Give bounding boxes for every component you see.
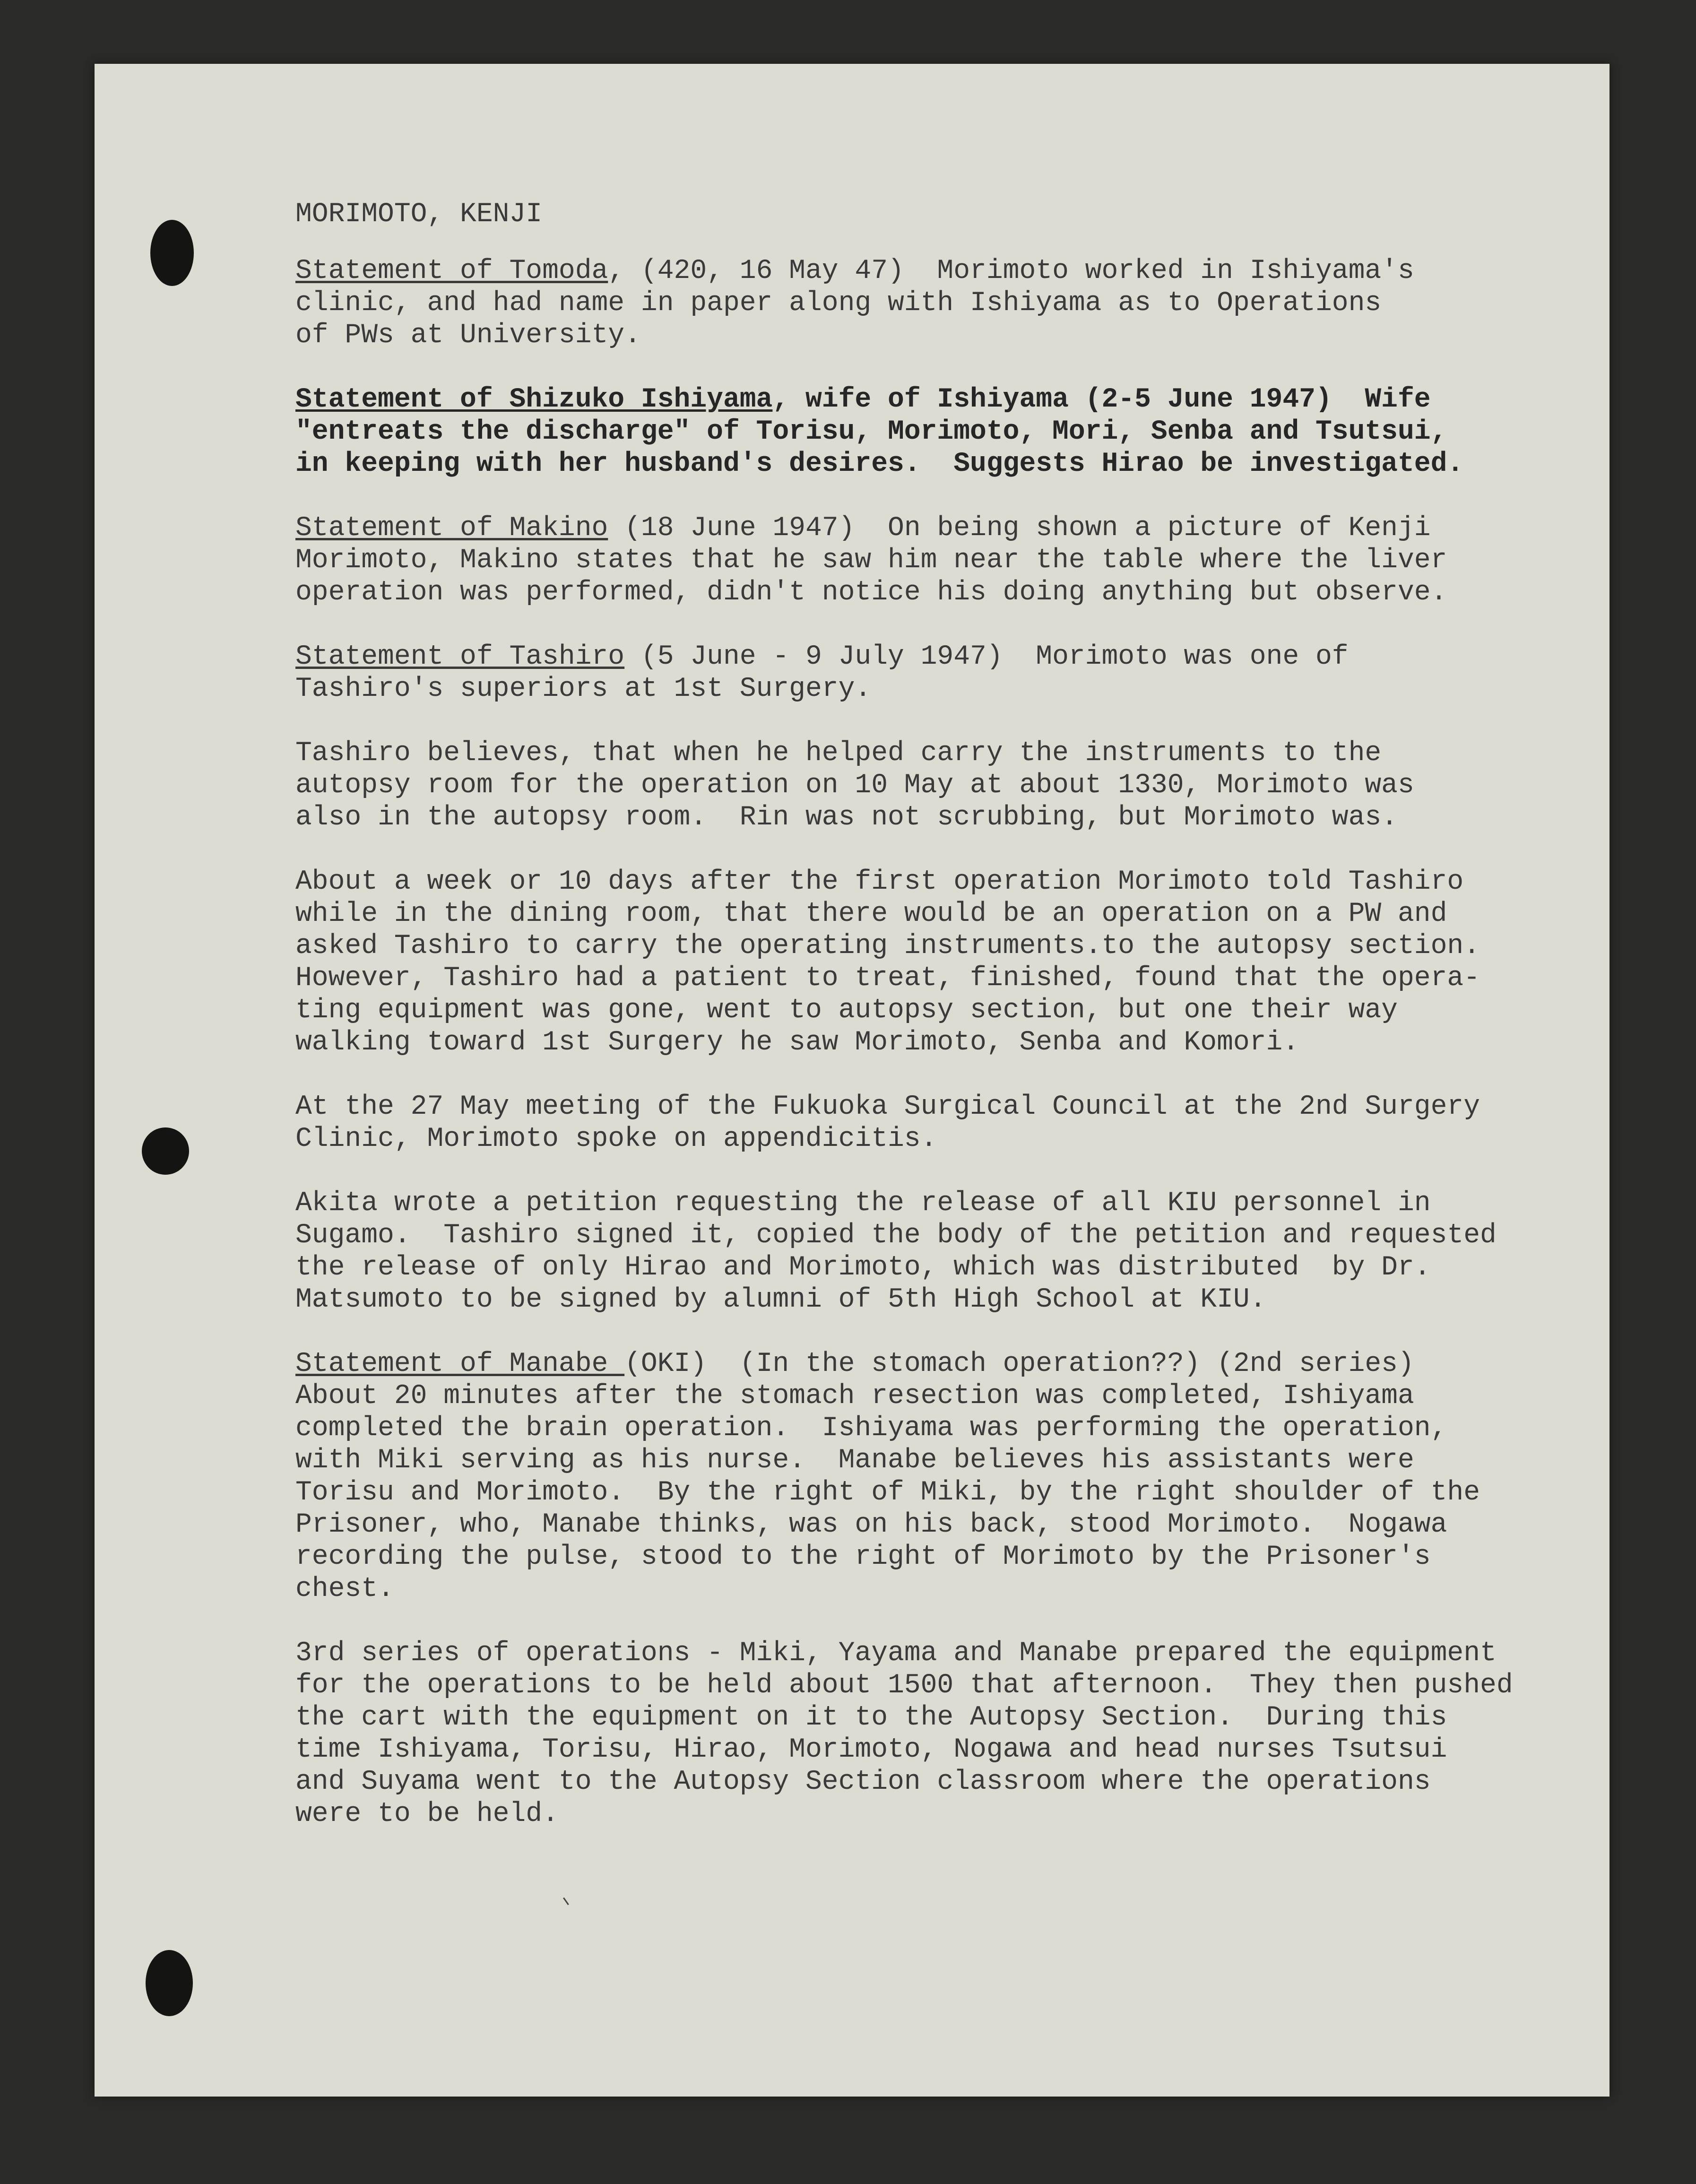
line-text: Morimoto, Makino states that he saw him near the table where the liver [295, 545, 1447, 576]
line-text: ting equipment was gone, went to autopsy section, but one their way [295, 995, 1398, 1026]
paragraph-line [295, 673, 1600, 705]
paragraph-line [295, 1670, 1600, 1702]
line-text: About 20 minutes after the stomach resection was completed, Ishiyama [295, 1381, 1414, 1412]
line-text: At the 27 May meeting of the Fukuoka Surgical Council at the 2nd Surgery [295, 1092, 1480, 1122]
line-text: completed the brain operation. Ishiyama was performing the operation, [295, 1413, 1447, 1444]
punch-hole-middle [142, 1127, 189, 1175]
paragraph-line [295, 1766, 1600, 1798]
line-text: "entreats the discharge" of Torisu, Morimoto, Mori, Senba and Tsutsui, [295, 416, 1447, 447]
paragraph-line [295, 1798, 1600, 1830]
paragraph-line [295, 1573, 1600, 1605]
line-text: the cart with the equipment on it to the Autopsy Section. During this [295, 1702, 1447, 1733]
punch-hole-top [150, 220, 194, 286]
paragraph-line [295, 320, 1600, 352]
paragraph-line [295, 1413, 1600, 1445]
statement-label: Statement of Tashiro [295, 641, 625, 672]
paragraph-line [295, 1638, 1600, 1670]
line-text: Sugamo. Tashiro signed it, copied the body of the petition and requested [295, 1220, 1497, 1251]
line-text: were to be held. [295, 1799, 559, 1829]
line-text: Akita wrote a petition requesting the release of all KIU personnel in [295, 1188, 1431, 1219]
line-text: (5 June - 9 July 1947) Morimoto was one of [624, 641, 1349, 672]
paragraph [295, 1638, 1600, 1830]
line-text: recording the pulse, stood to the right of Morimoto by the Prisoner's [295, 1542, 1431, 1572]
paragraph-line [295, 448, 1600, 480]
statement-label: Statement of Shizuko Ishiyama [295, 384, 773, 415]
line-text: Tashiro believes, that when he helped carry the instruments to the [295, 738, 1382, 769]
paragraph-line [295, 1123, 1600, 1155]
line-text: (OKI) (In the stomach operation??) (2nd series) [624, 1349, 1414, 1379]
line-text: 3rd series of operations - Miki, Yayama and Manabe prepared the equipment [295, 1638, 1497, 1669]
line-text: , wife of Ishiyama (2-5 June 1947) Wife [772, 384, 1431, 415]
paragraph-line [295, 1541, 1600, 1573]
paragraph-line [295, 737, 1600, 770]
line-text: , (420, 16 May 47) Morimoto worked in Ishiyama's [608, 256, 1414, 286]
line-text: the release of only Hirao and Morimoto, which was distributed by Dr. [295, 1252, 1431, 1283]
paragraph [295, 384, 1600, 480]
line-text: in keeping with her husband's desires. Suggests Hirao be investigated. [295, 449, 1464, 479]
paragraph-line [295, 287, 1600, 320]
line-text: Clinic, Morimoto spoke on appendicitis. [295, 1124, 937, 1154]
line-text: Torisu and Morimoto. By the right of Miki, by the right shoulder of the [295, 1477, 1480, 1508]
statement-label: Statement of Manabe [295, 1349, 625, 1379]
line-text: Matsumoto to be signed by alumni of 5th High School at KIU. [295, 1284, 1266, 1315]
paragraph-line [295, 1187, 1600, 1220]
paragraph-line [295, 1252, 1600, 1284]
paragraph-line [295, 1509, 1600, 1541]
statement-label: Statement of Makino [295, 513, 608, 544]
paragraph-line [295, 255, 1600, 287]
paragraph [295, 512, 1600, 609]
paragraph-list [295, 255, 1600, 1830]
paragraph [295, 1348, 1600, 1605]
paragraph-line [295, 545, 1600, 577]
paragraph [295, 1187, 1600, 1316]
paragraph-line [295, 898, 1600, 930]
punch-hole-bottom [146, 1950, 193, 2016]
paragraph [295, 1091, 1600, 1155]
paragraph [295, 641, 1600, 705]
paragraph-line [295, 1220, 1600, 1252]
line-text: and Suyama went to the Autopsy Section classroom where the operations [295, 1767, 1431, 1797]
line-text: while in the dining room, that there would be an operation on a PW and [295, 899, 1447, 929]
paragraph-line [295, 384, 1600, 416]
line-text: asked Tashiro to carry the operating instruments.to the autopsy section. [295, 931, 1480, 962]
line-text: Tashiro's superiors at 1st Surgery. [295, 674, 872, 704]
line-text: time Ishiyama, Torisu, Hirao, Morimoto, Nogawa and head nurses Tsutsui [295, 1734, 1447, 1765]
line-text: chest. [295, 1574, 394, 1604]
document-body [295, 199, 1600, 1863]
line-text: However, Tashiro had a patient to treat, finished, found that the opera- [295, 963, 1480, 994]
paragraph-line [295, 995, 1600, 1027]
paragraph-line [295, 1027, 1600, 1059]
paragraph-line [295, 1445, 1600, 1477]
paragraph-line [295, 770, 1600, 802]
document-heading: MORIMOTO, KENJI [295, 199, 543, 230]
paragraph-line [295, 1348, 1600, 1380]
statement-label: Statement of Tomoda [295, 256, 608, 286]
paragraph-line [295, 1734, 1600, 1766]
line-text: with Miki serving as his nurse. Manabe believes his assistants were [295, 1445, 1414, 1476]
paragraph-line [295, 577, 1600, 609]
paragraph-line [295, 962, 1600, 995]
paragraph-line [295, 1702, 1600, 1734]
paragraph-line [295, 416, 1600, 448]
line-text: also in the autopsy room. Rin was not scrubbing, but Morimoto was. [295, 802, 1398, 833]
line-text: of PWs at University. [295, 320, 641, 351]
paragraph [295, 866, 1600, 1059]
paragraph-line [295, 930, 1600, 962]
paragraph-line [295, 802, 1600, 834]
paragraph-line [295, 1284, 1600, 1316]
line-text: autopsy room for the operation on 10 May at about 1330, Morimoto was [295, 770, 1414, 801]
paragraph [295, 255, 1600, 352]
paragraph-line [295, 1477, 1600, 1509]
line-text: operation was performed, didn't notice his doing anything but observe. [295, 577, 1447, 608]
paragraph-line [295, 512, 1600, 545]
line-text: About a week or 10 days after the first operation Morimoto told Tashiro [295, 867, 1464, 897]
paragraph [295, 737, 1600, 834]
line-text: (18 June 1947) On being shown a picture of Kenji [608, 513, 1431, 544]
paragraph-line [295, 641, 1600, 673]
paragraph-line [295, 1091, 1600, 1123]
paragraph-line [295, 1380, 1600, 1413]
line-text: clinic, and had name in paper along with Ishiyama as to Operations [295, 288, 1382, 319]
line-text: for the operations to be held about 1500 that afternoon. They then pushed [295, 1670, 1513, 1701]
line-text: Prisoner, who, Manabe thinks, was on his back, stood Morimoto. Nogawa [295, 1509, 1447, 1540]
paragraph-line [295, 866, 1600, 898]
line-text: walking toward 1st Surgery he saw Morimoto, Senba and Komori. [295, 1027, 1299, 1058]
